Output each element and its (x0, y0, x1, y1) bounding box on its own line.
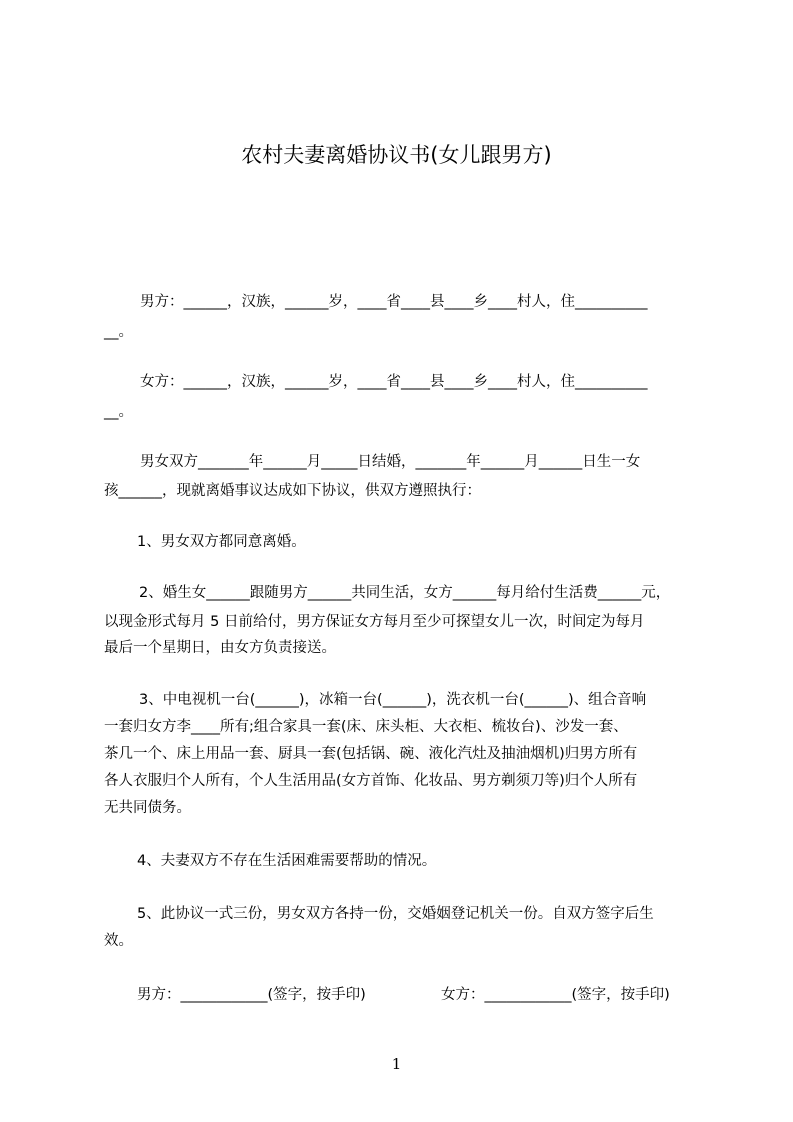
husband-info-line-1: 男方：______，汉族，______岁，____省____县____乡____村人，住__________ (140, 294, 648, 310)
husband-signature: 男方：____________(签字，按手印) (137, 987, 366, 1003)
clause-3-line-2: 一套归女方李____所有;组合家具一套(床、床头柜、大衣柜、梳妆台)、沙发一套、 (104, 719, 628, 735)
husband-info-line-2: __。 (104, 324, 133, 340)
clause-1-line-1: 1、男女双方都同意离婚。 (137, 534, 306, 550)
clause-2-line-3: 最后一个星期日，由女方负责接送。 (104, 640, 336, 656)
marriage-info-line-1: 男女双方_______年______月_____日结婚，_______年______月______日生一女 (140, 454, 641, 470)
wife-signature: 女方：____________(签字，按手印) (441, 987, 670, 1003)
clause-4-line-1: 4、夫妻双方不存在生活困难需要帮助的情况。 (137, 853, 437, 869)
clause-3-line-3: 茶几一个、床上用品一套、厨具一套(包括锅、碗、液化汽灶及抽油烟机)归男方所有 (104, 746, 638, 762)
clause-3-line-5: 无共同债务。 (104, 800, 191, 816)
marriage-info-line-2: 孩______，现就离婚事议达成如下协议，供双方遵照执行： (104, 483, 481, 499)
wife-info-line-2: __。 (104, 404, 133, 420)
clause-2-line-1: 2、婚生女______跟随男方______共同生活，女方______每月给付生活费______元， (139, 585, 671, 601)
clause-5-line-2: 效。 (104, 933, 133, 949)
clause-5-line-1: 5、此协议一式三份，男女双方各持一份，交婚姻登记机关一份。自双方签字后生 (137, 906, 654, 922)
clause-3-line-1: 3、中电视机一台(______)，冰箱一台(______)，洗衣机一台(______)、组合音响 (139, 692, 647, 708)
wife-info-line-1: 女方：______，汉族，______岁，____省____县____乡____村人，住__________ (140, 374, 648, 390)
clause-2-line-2: 以现金形式每月 5 日前给付，男方保证女方每月至少可探望女儿一次，时间定为每月 (104, 614, 645, 630)
document-title: 农村夫妻离婚协议书(女儿跟男方) (241, 143, 552, 167)
page-number: 1 (391, 1055, 402, 1073)
clause-3-line-4: 各人衣服归个人所有，个人生活用品(女方首饰、化妆品、男方剃须刀等)归个人所有 (104, 773, 638, 789)
